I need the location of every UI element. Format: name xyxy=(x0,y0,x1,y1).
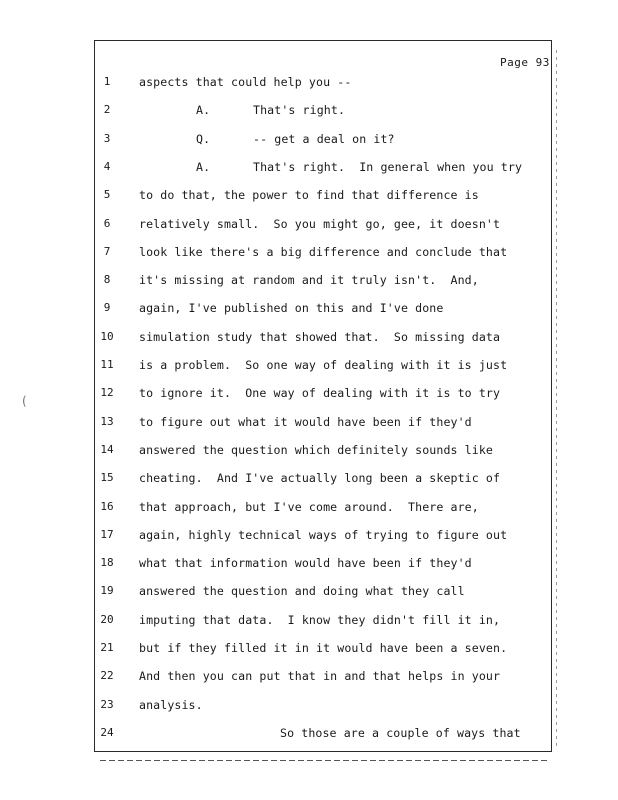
line-text: look like there's a big difference and conclude that xyxy=(139,244,508,259)
transcript-line xyxy=(0,613,560,631)
line-text: simulation study that showed that. So missing data xyxy=(139,329,501,344)
transcript-line xyxy=(0,415,560,433)
speaker-label: A. xyxy=(196,159,211,174)
line-text: that approach, but I've come around. There are, xyxy=(139,499,479,514)
line-number: 18 xyxy=(100,556,114,570)
line-number: 10 xyxy=(100,329,114,343)
line-text: answered the question and doing what they call xyxy=(139,584,465,599)
transcript-line xyxy=(0,132,560,150)
line-text: again, I've published on this and I've done xyxy=(139,301,444,316)
line-text: it's missing at random and it truly isn't. And, xyxy=(139,273,479,288)
line-number: 22 xyxy=(100,669,114,683)
transcript-line xyxy=(0,471,560,489)
line-text: -- get a deal on it? xyxy=(253,131,395,146)
line-number: 8 xyxy=(103,273,111,287)
transcript-line xyxy=(0,103,560,121)
line-number: 21 xyxy=(100,641,114,654)
line-number: 14 xyxy=(100,442,114,456)
speaker-label: Q. xyxy=(196,131,211,146)
transcript-line xyxy=(0,358,560,376)
line-number: 15 xyxy=(100,471,114,485)
line-number: 3 xyxy=(103,131,111,145)
line-number: 16 xyxy=(100,499,114,513)
transcript-line xyxy=(0,75,560,93)
margin-bracket-mark: ( xyxy=(22,394,27,408)
line-text: to ignore it. One way of dealing with it is to try xyxy=(139,386,501,401)
line-number: 12 xyxy=(100,386,114,400)
transcript-line xyxy=(0,330,560,348)
transcript-line xyxy=(0,500,560,518)
transcript-line xyxy=(0,301,560,319)
transcript-line xyxy=(0,726,560,744)
line-text: is a problem. So one way of dealing with it is just xyxy=(139,358,508,372)
page-number: Page 93 xyxy=(500,56,550,69)
transcript-line xyxy=(0,584,560,602)
transcript-line xyxy=(0,245,560,263)
line-number: 11 xyxy=(100,358,114,371)
transcript-line xyxy=(0,698,560,716)
line-text: That's right. In general when you try xyxy=(253,159,523,174)
line-number: 7 xyxy=(103,244,111,258)
line-text: That's right. xyxy=(253,103,346,118)
line-number: 6 xyxy=(103,216,111,230)
line-text: to do that, the power to find that difference is xyxy=(139,188,479,203)
transcript-line xyxy=(0,160,560,178)
line-text: what that information would have been if they'd xyxy=(139,556,472,571)
line-text: answered the question which definitely sounds like xyxy=(139,442,494,457)
line-text: again, highly technical ways of trying to figure out xyxy=(139,527,508,542)
line-text: So those are a couple of ways that xyxy=(280,725,521,740)
line-text: analysis. xyxy=(139,697,203,712)
bottom-rule xyxy=(100,760,550,761)
transcript-line xyxy=(0,217,560,235)
transcript-line xyxy=(0,188,560,206)
transcript-line xyxy=(0,669,560,687)
transcript-line xyxy=(0,556,560,574)
speaker-label: A. xyxy=(196,103,211,118)
transcript-line xyxy=(0,528,560,546)
transcript-line xyxy=(0,641,560,659)
line-number: 5 xyxy=(103,188,111,202)
transcript-line xyxy=(0,443,560,461)
line-number: 9 xyxy=(103,301,111,315)
line-text: but if they filled it in it would have been a seven. xyxy=(139,641,508,655)
transcript-line xyxy=(0,386,560,404)
line-number: 2 xyxy=(103,103,111,117)
line-text: And then you can put that in and that helps in your xyxy=(139,669,501,684)
line-number: 13 xyxy=(100,414,114,428)
line-number: 24 xyxy=(100,725,114,739)
line-text: relatively small. So you might go, gee, it doesn't xyxy=(139,216,501,231)
line-number: 4 xyxy=(103,159,111,173)
line-text: to figure out what it would have been if they'd xyxy=(139,414,472,429)
line-number: 19 xyxy=(100,584,114,598)
line-text: cheating. And I've actually long been a skeptic of xyxy=(139,471,501,486)
line-text: aspects that could help you -- xyxy=(139,75,352,89)
line-number: 1 xyxy=(103,75,111,88)
line-number: 20 xyxy=(100,612,114,626)
line-number: 23 xyxy=(100,697,114,711)
transcript-line xyxy=(0,273,560,291)
line-text: imputing that data. I know they didn't fill it in, xyxy=(139,612,501,627)
line-number: 17 xyxy=(100,527,114,541)
